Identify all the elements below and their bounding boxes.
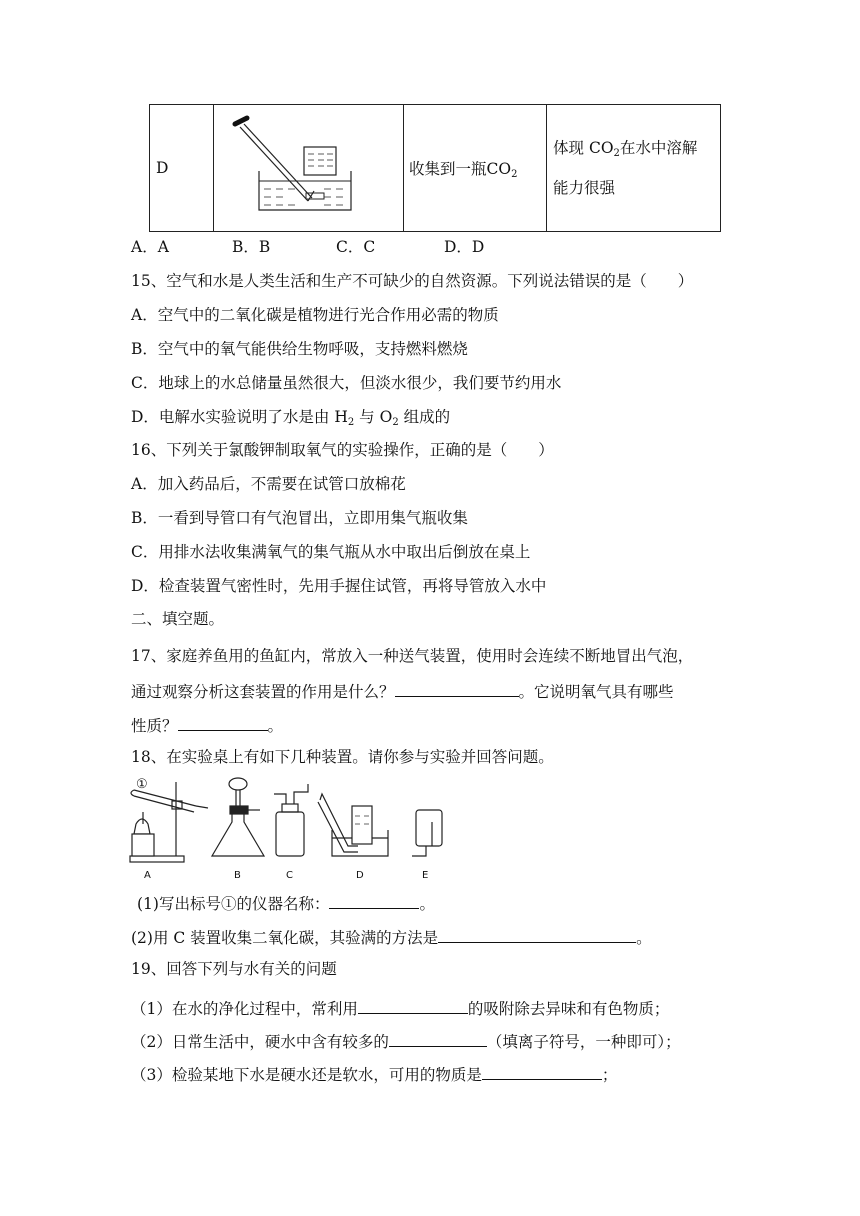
operation-cell bbox=[404, 105, 547, 232]
q15-option-c: C．地球上的水总储量虽然很大，但淡水很少，我们要节约用水 bbox=[131, 374, 562, 392]
apparatus-c-figure bbox=[274, 784, 308, 856]
water-collection-apparatus-figure bbox=[214, 105, 403, 227]
apparatus-e-figure bbox=[412, 810, 442, 856]
purpose-line-2: 能力很强 bbox=[553, 179, 616, 197]
q18-part-2: (2)用 C 装置收集二氧化碳，其验满的方法是 。 bbox=[131, 926, 652, 948]
apparatus-a-label: A bbox=[144, 870, 151, 881]
purpose-line-1: 体现 $CO_2$在水中溶解 bbox=[553, 139, 698, 159]
q16-stem: 16、下列关于氯酸钾制取氧气的实验操作，正确的是（ ） bbox=[131, 441, 554, 459]
apparatus-b-label: B bbox=[234, 870, 241, 881]
q19-answer-blank-3[interactable] bbox=[482, 1063, 602, 1080]
q15-stem: 15、空气和水是人类生活和生产不可缺少的自然资源。下列说法错误的是（ ） bbox=[131, 272, 694, 290]
operation-text: 收集到一瓶$CO_2$ bbox=[409, 159, 518, 180]
q19-answer-blank-1[interactable] bbox=[358, 997, 468, 1014]
q15-option-d: D．电解水实验说明了水是由 $H_2$ 与 $O_2$ 组成的 bbox=[131, 408, 451, 428]
apparatus-figure-cell bbox=[214, 105, 404, 232]
q18-answer-blank-2[interactable] bbox=[438, 926, 636, 943]
option-label: D bbox=[156, 159, 169, 177]
lab-apparatus-figure bbox=[126, 772, 446, 884]
choice-a: A．A bbox=[131, 238, 169, 256]
q15-option-b: B．空气中的氧气能供给生物呼吸，支持燃料燃烧 bbox=[131, 340, 468, 358]
instrument-marker: ① bbox=[136, 777, 148, 792]
q19-part-3: （3）检验某地下水是硬水还是软水，可用的物质是 ； bbox=[131, 1063, 617, 1085]
q16-option-a: A．加入药品后，不需要在试管口放棉花 bbox=[131, 475, 406, 493]
purpose-cell bbox=[547, 105, 721, 232]
q16-option-c: C．用排水法收集满氧气的集气瓶从水中取出后倒放在桌上 bbox=[131, 543, 531, 561]
q19-answer-blank-2[interactable] bbox=[389, 1030, 487, 1047]
q16-option-d: D．检查装置气密性时，先用手握住试管，再将导管放入水中 bbox=[131, 577, 547, 595]
q18-part-1: (1)写出标号①的仪器名称： 。 bbox=[137, 892, 435, 914]
table-row bbox=[150, 105, 721, 232]
apparatus-d-figure bbox=[318, 794, 388, 856]
apparatus-e-label: E bbox=[422, 870, 429, 881]
apparatus-b-figure bbox=[212, 778, 264, 856]
question-14-table bbox=[149, 104, 721, 232]
choice-d: D．D bbox=[444, 238, 485, 256]
q17-line-1: 17、家庭养鱼用的鱼缸内，常放入一种送气装置，使用时会连续不断地冒出气泡， bbox=[131, 647, 694, 665]
q19-stem: 19、回答下列与水有关的问题 bbox=[131, 960, 337, 978]
q17-line-2: 通过观察分析这套装置的作用是什么？ 。它说明氧气具有哪些 bbox=[131, 680, 674, 702]
apparatus-d-label: D bbox=[356, 870, 364, 881]
choice-c: C．C bbox=[336, 238, 376, 256]
q17-answer-blank-2[interactable] bbox=[178, 714, 268, 731]
q16-option-b: B．一看到导管口有气泡冒出，立即用集气瓶收集 bbox=[131, 509, 468, 527]
q19-part-1: （1）在水的净化过程中，常利用 的吸附除去异味和有色物质； bbox=[131, 997, 669, 1019]
q15-option-a: A．空气中的二氧化碳是植物进行光合作用必需的物质 bbox=[131, 306, 499, 324]
q18-answer-blank-1[interactable] bbox=[329, 892, 419, 909]
q17-line-3: 性质？ 。 bbox=[131, 714, 283, 736]
section-heading: 二、填空题。 bbox=[131, 610, 225, 628]
q19-part-2: （2）日常生活中，硬水中含有较多的 （填离子符号，一种即可）； bbox=[131, 1030, 681, 1052]
q17-answer-blank-1[interactable] bbox=[395, 680, 519, 697]
choice-b: B．B bbox=[232, 238, 271, 256]
q18-stem: 18、在实验桌上有如下几种装置。请你参与实验并回答问题。 bbox=[131, 748, 554, 766]
option-cell bbox=[150, 105, 214, 232]
apparatus-a-figure bbox=[130, 782, 208, 862]
apparatus-c-label: C bbox=[286, 870, 293, 881]
